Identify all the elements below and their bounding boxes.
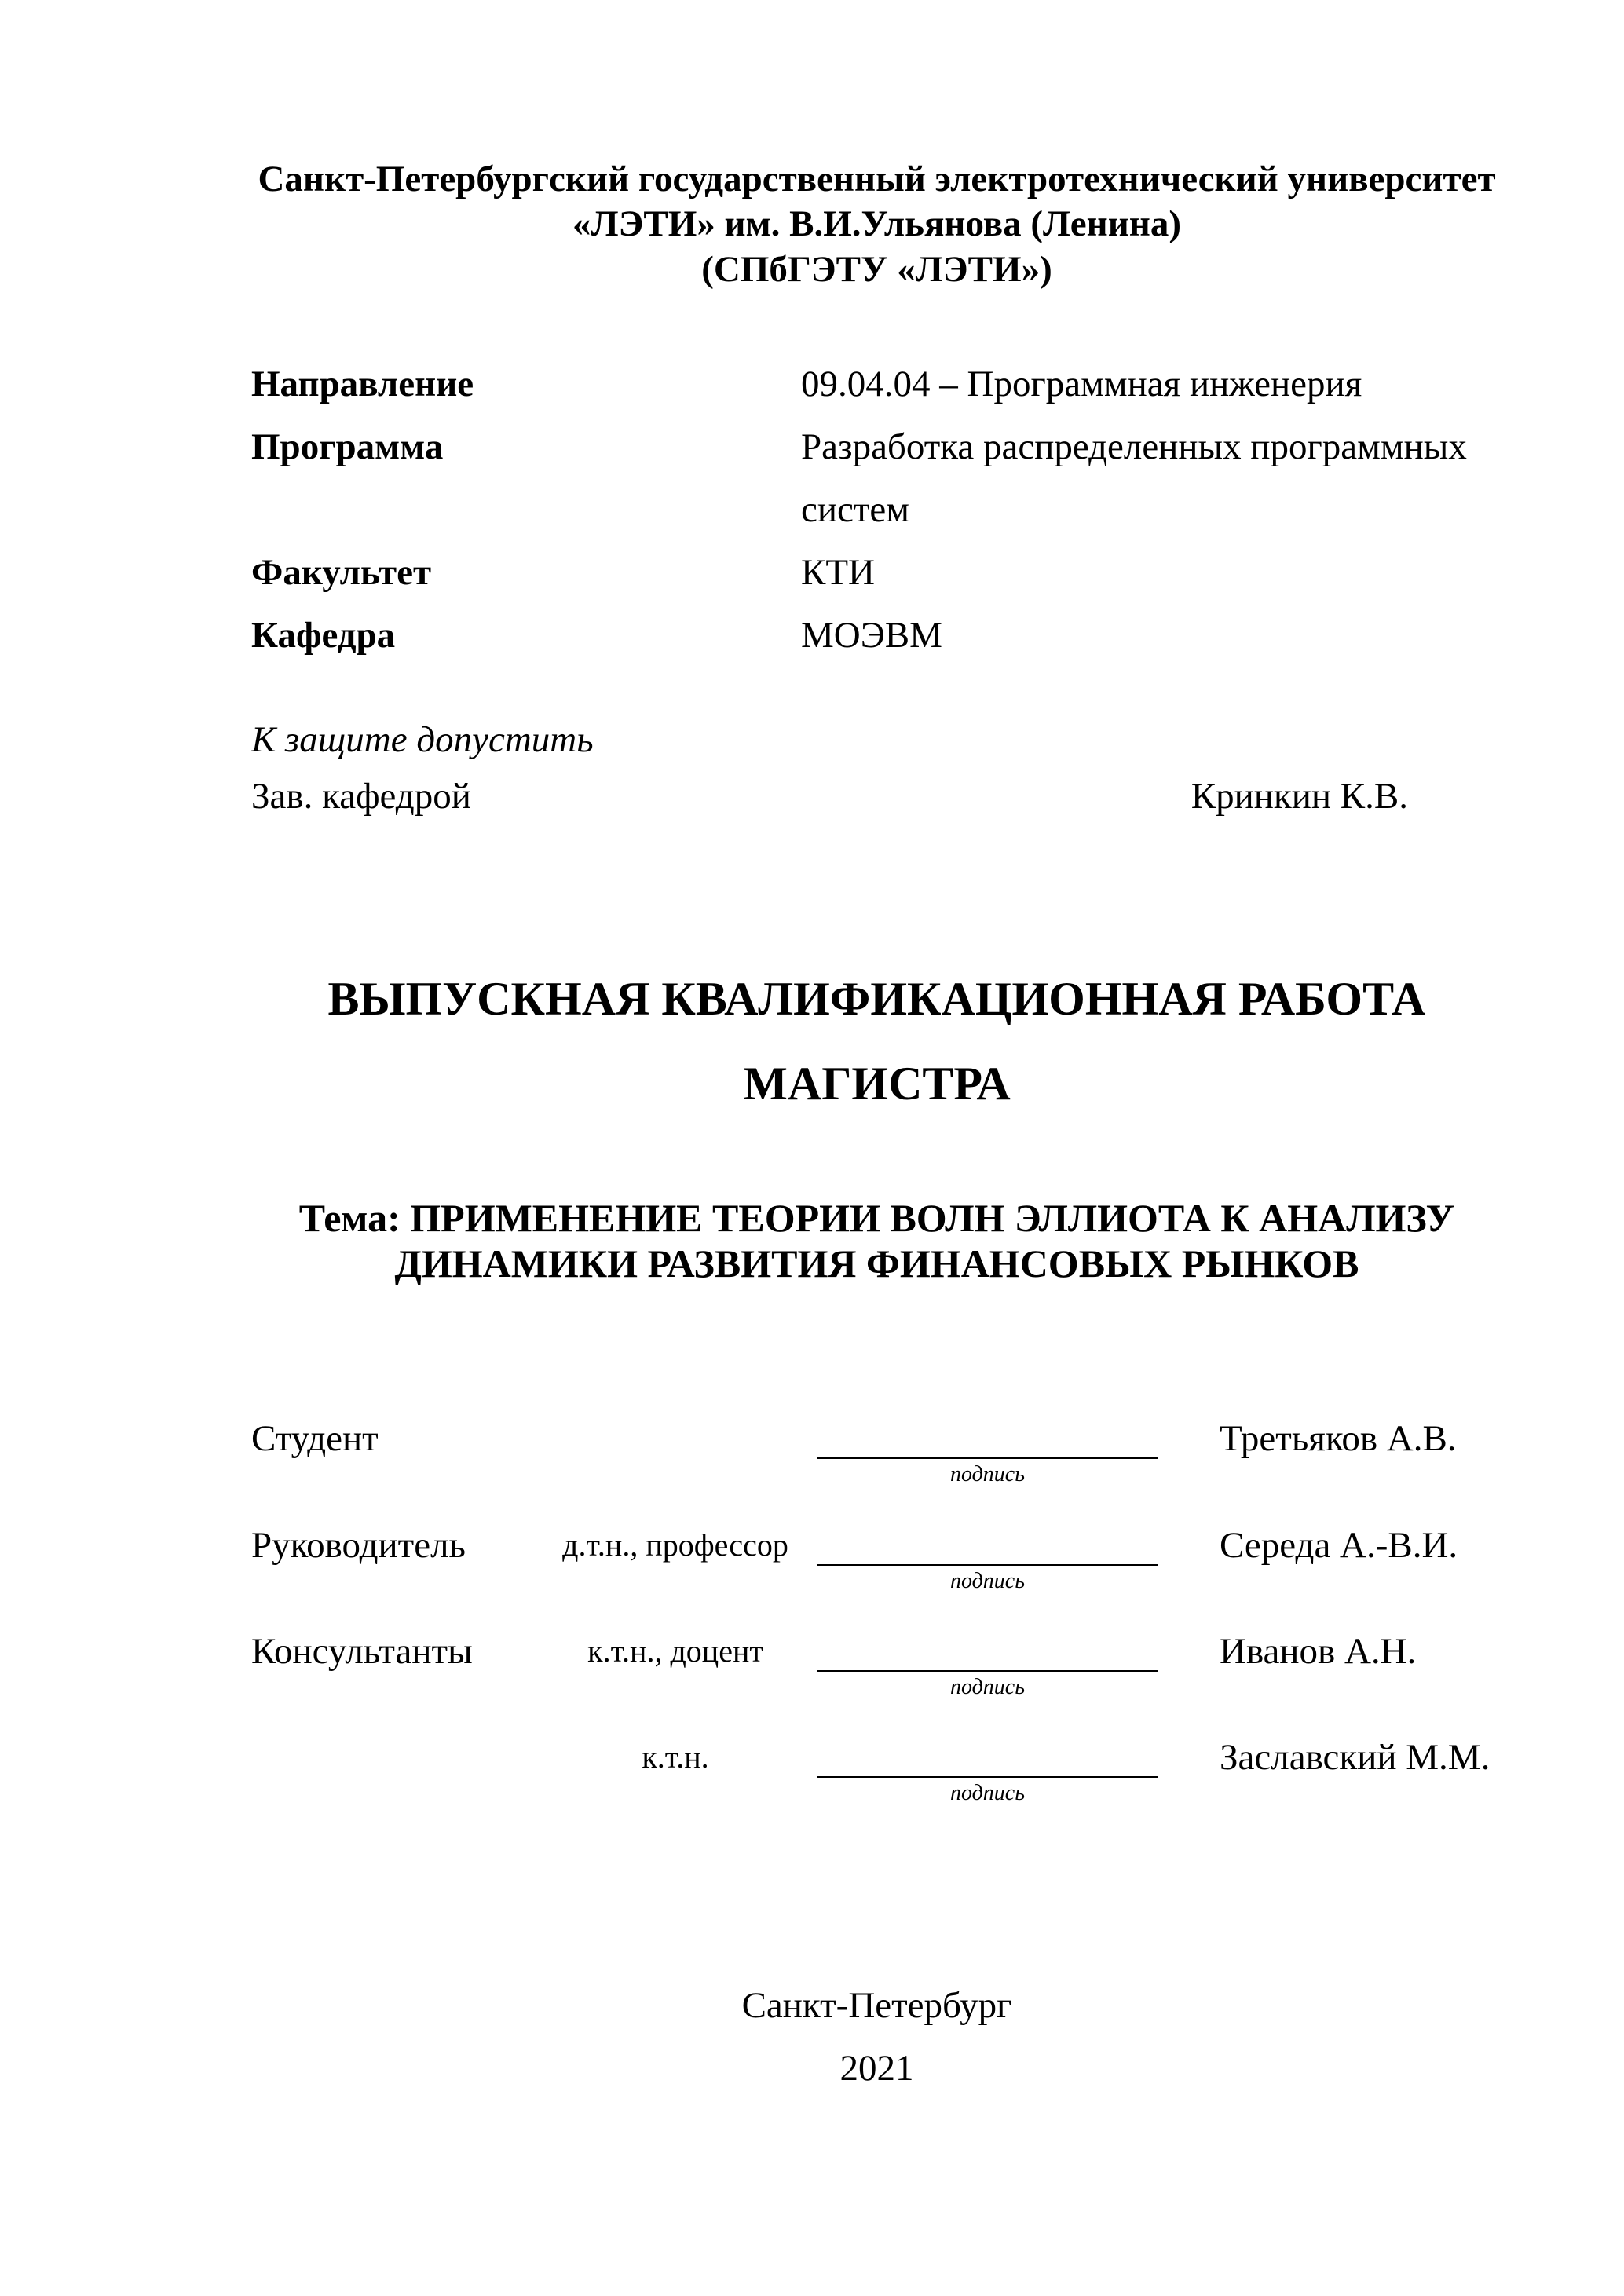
signature-line-wrap xyxy=(805,1523,1166,1596)
thesis-title-line-1: ВЫПУСКНАЯ КВАЛИФИКАЦИОННАЯ РАБОТА xyxy=(327,973,1426,1026)
signature-caption: подпись xyxy=(950,1781,1025,1806)
approval-note: К защите допустить xyxy=(251,719,594,761)
signature-degree: к.т.н. xyxy=(642,1739,709,1775)
approval-row xyxy=(251,769,1502,824)
signature-line xyxy=(817,1629,1158,1672)
field-row-direction xyxy=(251,353,1502,416)
field-label: Факультет xyxy=(251,551,432,593)
signature-name: Заславский М.М. xyxy=(1220,1737,1490,1779)
signature-role: Руководитель xyxy=(251,1524,466,1566)
signature-name: Иванов А.Н. xyxy=(1220,1631,1417,1673)
field-row-program xyxy=(251,416,1502,542)
footer-city: Санкт-Петербург xyxy=(741,1984,1012,2026)
signature-name: Третьяков А.В. xyxy=(1220,1418,1457,1460)
thesis-theme: Тема: ПРИМЕНЕНИЕ ТЕОРИИ ВОЛН ЭЛЛИОТА К АНАЛИЗУ ДИНАМИКИ РАЗВИТИЯ ФИНАНСОВЫХ РЫНКОВ xyxy=(298,1196,1455,1286)
signature-line xyxy=(817,1735,1158,1778)
field-label: Программа xyxy=(251,426,444,467)
program-fields xyxy=(251,353,1502,667)
footer-year: 2021 xyxy=(839,2047,914,2089)
thesis-title-line-2: МАГИСТРА xyxy=(743,1058,1011,1110)
signature-role: Консультанты xyxy=(251,1631,473,1673)
field-row-department xyxy=(251,605,1502,667)
signature-line xyxy=(817,1523,1158,1566)
field-value: Разработка распределенных программных систем xyxy=(801,426,1467,530)
field-row-faculty xyxy=(251,542,1502,605)
signatures-block xyxy=(251,1416,1502,1808)
signature-row-student xyxy=(251,1416,1502,1489)
university-header-line-2: «ЛЭТИ» им. В.И.Ульянова (Ленина) xyxy=(572,203,1182,245)
university-header xyxy=(251,157,1502,292)
signature-row-consultant-1 xyxy=(251,1629,1502,1702)
signature-line-wrap xyxy=(805,1416,1166,1489)
signature-caption: подпись xyxy=(950,1462,1025,1487)
signature-line-wrap xyxy=(805,1735,1166,1808)
signature-line xyxy=(817,1416,1158,1459)
thesis-title xyxy=(251,956,1502,1126)
signature-caption: подпись xyxy=(950,1675,1025,1700)
signature-name: Середа А.-В.И. xyxy=(1220,1524,1458,1566)
university-header-line-3: (СПбГЭТУ «ЛЭТИ») xyxy=(701,248,1052,290)
field-label: Направление xyxy=(251,363,474,404)
field-label: Кафедра xyxy=(251,614,396,656)
field-value: МОЭВМ xyxy=(801,614,942,656)
signature-row-supervisor xyxy=(251,1523,1502,1596)
signature-degree: д.т.н., профессор xyxy=(562,1526,788,1563)
approval-role: Зав. кафедрой xyxy=(251,775,471,817)
university-header-line-1: Санкт-Петербургский государственный электротехнический университет xyxy=(258,159,1496,199)
signature-role: Студент xyxy=(251,1418,379,1460)
approval-block xyxy=(251,712,1502,824)
approval-name: Кринкин К.В. xyxy=(1191,775,1408,817)
signature-line-wrap xyxy=(805,1629,1166,1702)
signature-degree: к.т.н., доцент xyxy=(587,1633,763,1669)
signature-row-consultant-2 xyxy=(251,1735,1502,1808)
footer-block xyxy=(251,1975,1502,2100)
field-value: 09.04.04 – Программная инженерия xyxy=(801,363,1362,404)
signature-caption: подпись xyxy=(950,1568,1025,1593)
field-value: КТИ xyxy=(801,551,875,593)
